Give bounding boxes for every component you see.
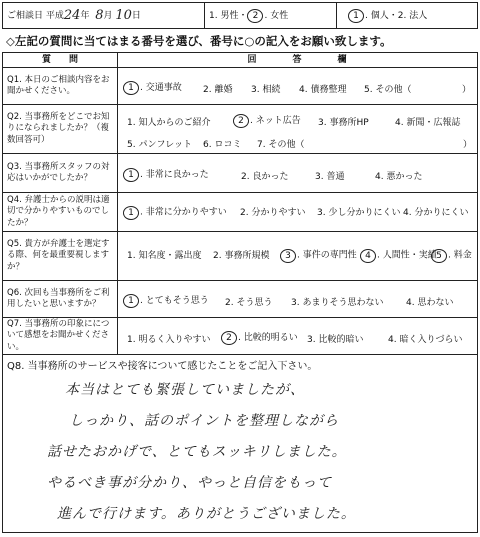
q2-option-2[interactable]: [233, 113, 301, 128]
gender-female-circled[interactable]: 2: [247, 9, 263, 23]
instruction-text: ◇左記の質問に当てはまる番号を選び、番号に○の記入をお願い致します。: [6, 34, 392, 48]
q5-question: Q5. 貴方が弁護士を選定する際、何を最重要視しますか？: [7, 238, 110, 272]
q1-option-1[interactable]: [123, 80, 182, 95]
question-column-header: 質 問: [41, 55, 78, 65]
q5-option-4[interactable]: [360, 249, 437, 263]
gender-field: [209, 3, 334, 28]
type-separator: ・: [388, 10, 398, 21]
survey-sheet: [2, 2, 478, 533]
q3-row: [2, 153, 478, 193]
q8-handwritten-line-3: 話せたおかげで、とてもスッキリしました。: [47, 444, 347, 460]
q7-option-2[interactable]: [221, 330, 298, 345]
date-label: ご相談日: [7, 10, 44, 21]
q2-option-7[interactable]: 7. その他（: [257, 140, 305, 150]
column-header-row: [2, 52, 478, 68]
q1-option-5-close: ）: [462, 85, 472, 95]
q6-option-4[interactable]: 4. 思わない: [406, 298, 454, 308]
q2-option-1[interactable]: 1. 知人からのご紹介: [127, 118, 211, 128]
q5-option-5-circle: 5: [431, 249, 447, 263]
q4-option-1-circle: 1: [123, 206, 139, 220]
q8-handwritten-line-2: しっかり、話のポイントを整理しながら: [69, 413, 339, 429]
q6-question: Q6. 次回も当事務所をご利用したいと思いますか？: [7, 287, 110, 309]
answer-column-header: 回 答 欄: [247, 55, 347, 65]
q5-option-2[interactable]: 2. 事務所規模: [213, 251, 270, 261]
client-type-field: [348, 3, 478, 28]
q4-option-4[interactable]: 4. 分かりにくい: [403, 208, 469, 218]
q4-option-1[interactable]: [123, 206, 227, 220]
q5-row: [2, 231, 478, 281]
q7-question: Q7. 当事務所の印象にについて感想をお聞かせください。: [7, 318, 110, 352]
q2-option-4[interactable]: 4. 新聞・広報誌: [395, 118, 461, 128]
q4-option-1-label: . 非常に分かりやすい: [140, 207, 227, 218]
q5-option-3-circle: 3: [280, 249, 296, 263]
month-value: 8: [95, 7, 104, 23]
q2-option-3[interactable]: 3. 事務所HP: [318, 118, 369, 128]
day-unit: 日: [131, 10, 141, 21]
q8-box: [2, 354, 478, 533]
q7-option-2-circle: 2: [221, 331, 237, 345]
q6-row: [2, 280, 478, 318]
q5-option-4-circle: 4: [360, 249, 376, 263]
era-label: 平成: [45, 10, 64, 21]
q2-option-5[interactable]: 5. パンフレット: [127, 140, 192, 150]
q8-handwritten-line-4: やるべき事が分かり、やっと自信をもって: [47, 475, 332, 491]
header-row: [2, 2, 478, 29]
q1-option-5[interactable]: 5. その他（: [364, 85, 412, 95]
q3-option-3[interactable]: 3. 普通: [315, 172, 345, 182]
q8-question: Q8. 当事務所のサービスや接客について感じたことをご記入下さい。: [7, 361, 318, 372]
q6-option-3[interactable]: 3. あまりそう思わない: [291, 298, 384, 308]
type-corporate-option[interactable]: 2. 法人: [397, 10, 428, 21]
q5-option-5-label: . 料金: [448, 250, 472, 261]
q2-question: Q2. 当事務所をどこでお知りになられましたか？（複数回答可）: [7, 111, 110, 145]
q8-handwritten-line-1: 本当はとても緊張していましたが、: [65, 382, 305, 398]
q6-option-1-label: . とてもそう思う: [140, 296, 209, 306]
q6-option-1[interactable]: [123, 293, 209, 308]
q2-row: [2, 104, 478, 154]
q3-option-1-label: . 非常に良かった: [140, 170, 209, 180]
gender-female-label: . 女性: [264, 10, 289, 21]
year-unit: 年: [80, 10, 90, 21]
gender-male-option[interactable]: 1. 男性: [209, 10, 239, 21]
q1-option-1-label: . 交通事故: [140, 83, 182, 93]
q5-option-3[interactable]: [280, 249, 357, 263]
q5-option-1[interactable]: 1. 知名度・露出度: [127, 251, 202, 261]
q2-option-7-close: ）: [463, 140, 473, 150]
q5-option-5[interactable]: [431, 249, 472, 263]
q3-option-1[interactable]: [123, 167, 209, 182]
q7-option-2-label: . 比較的明るい: [238, 333, 298, 343]
q8-handwritten-line-5: 進んで行けます。ありがとうございました。: [57, 506, 356, 522]
q3-option-4[interactable]: 4. 悪かった: [375, 172, 423, 182]
q1-option-3[interactable]: 3. 相続: [251, 85, 281, 95]
q5-option-3-label: . 事件の専門性: [297, 250, 357, 261]
q1-question: Q1. 本日のご相談内容をお聞かせください。: [7, 74, 110, 96]
q7-option-4[interactable]: 4. 暗く入りづらい: [388, 335, 463, 345]
q6-option-2[interactable]: 2. そう思う: [225, 298, 273, 308]
type-individual-circled[interactable]: 1: [348, 9, 364, 23]
q3-question: Q3. 当事務所スタッフの対応はいかがでしたか？: [7, 161, 110, 183]
q6-option-1-circle: 1: [123, 294, 139, 308]
q7-option-3[interactable]: 3. 比較的暗い: [307, 335, 364, 345]
q1-row: [2, 67, 478, 105]
q1-option-2[interactable]: 2. 離婚: [203, 85, 233, 95]
q3-option-2[interactable]: 2. 良かった: [241, 172, 289, 182]
q2-option-2-label: . ネット広告: [250, 116, 301, 126]
q4-option-3[interactable]: 3. 少し分かりにくい: [317, 208, 401, 218]
date-field: [7, 3, 207, 28]
day-value: 10: [115, 7, 132, 23]
q1-option-1-circle: 1: [123, 81, 139, 95]
q1-option-4[interactable]: 4. 債務整理: [299, 85, 347, 95]
q4-question: Q4. 弁護士からの説明は適切で分かりやすいものでしたか？: [7, 194, 110, 228]
year-value: 24: [63, 7, 81, 23]
q2-option-2-circle: 2: [233, 114, 249, 128]
q7-row: [2, 317, 478, 355]
type-individual-label: . 個人: [365, 10, 389, 21]
q2-option-6[interactable]: 6. ロコミ: [203, 140, 242, 150]
q4-row: [2, 192, 478, 232]
q3-option-1-circle: 1: [123, 168, 139, 182]
q4-option-2[interactable]: 2. 分かりやすい: [240, 208, 306, 218]
gender-separator: ・: [238, 10, 248, 21]
q5-option-4-label: . 人間性・実績: [377, 250, 437, 261]
q7-option-1[interactable]: 1. 明るく入りやすい: [127, 335, 211, 345]
month-unit: 月: [103, 10, 113, 21]
